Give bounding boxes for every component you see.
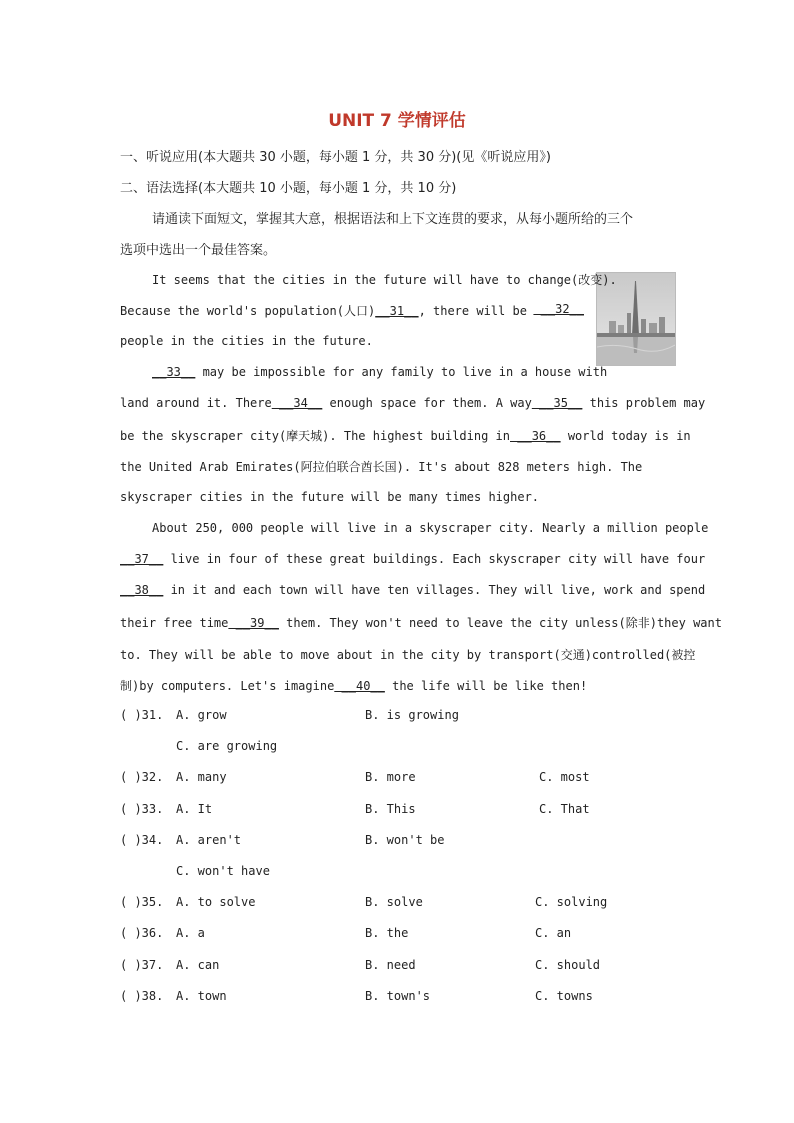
option-c[interactable]: C. solving (535, 895, 608, 909)
section-grammar: 二、语法选择(本大题共 10 小题，每小题 1 分，共 10 分) (120, 181, 457, 196)
option-c[interactable]: C. an (535, 926, 572, 940)
option-c[interactable]: C. are growing (176, 739, 278, 753)
page-title: UNIT 7 学情评估 (328, 111, 466, 131)
blank-40: __40__ (334, 679, 385, 693)
passage-text: , there will be (418, 304, 527, 318)
section-listening: 一、听说应用(本大题共 30 小题，每小题 1 分，共 30 分)(见《听说应用》) (120, 150, 551, 165)
blank-37: __37__ (120, 552, 164, 566)
passage-text: 制)by computers. Let's imagine (120, 679, 335, 693)
option-c[interactable]: C. won't have (176, 864, 270, 878)
option-b[interactable]: B. is growing (365, 708, 459, 722)
question-number[interactable]: ( )35. (120, 895, 164, 909)
option-a[interactable]: A. town (176, 989, 227, 1003)
option-a[interactable]: A. can (176, 958, 220, 972)
blank-33: __33__ (152, 365, 196, 379)
passage-text: be the skyscraper city(摩天城). The highest building in (120, 429, 511, 443)
passage-line-1: It seems that the cities in the future will have to change(改变). (152, 273, 617, 287)
option-b[interactable]: B. solve (365, 895, 423, 909)
passage-line-7: the United Arab Emirates(阿拉伯联合酋长国). It's about 828 meters high. The (120, 460, 643, 474)
option-a[interactable]: A. a (176, 926, 205, 940)
passage-line-10 (120, 552, 705, 566)
option-a[interactable]: A. grow (176, 708, 227, 722)
option-a[interactable]: A. to solve (176, 895, 256, 909)
question-number[interactable]: ( )31. (120, 708, 164, 722)
blank-34: __34__ (271, 396, 323, 410)
instruction-line-1: 请通读下面短文，掌握其大意，根据语法和上下文连贯的要求，从每小题所给的三个 (152, 212, 634, 227)
passage-line-11 (120, 583, 705, 597)
passage-text: Because the world's population(人口) (120, 304, 376, 318)
passage-line-12 (120, 614, 722, 631)
question-number[interactable]: ( )34. (120, 833, 164, 847)
option-b[interactable]: B. won't be (365, 833, 445, 847)
passage-text: enough space for them. A way (322, 396, 532, 410)
blank-36: __36__ (510, 429, 561, 443)
blank-39: __39__ (228, 616, 279, 630)
passage-text: may be impossible for any family to live in a house with (195, 365, 608, 379)
passage-line-8: skyscraper cities in the future will be many times higher. (120, 490, 540, 504)
option-b[interactable]: B. town's (365, 989, 431, 1003)
option-c[interactable]: C. towns (535, 989, 593, 1003)
question-number[interactable]: ( )33. (120, 802, 164, 816)
passage-text: land around it. There (120, 396, 272, 410)
passage-text: in it and each town will have ten villages. They will live, work and spend (163, 583, 706, 597)
passage-text: world today is in (560, 429, 691, 443)
blank-38: __38__ (120, 583, 164, 597)
option-b[interactable]: B. the (365, 926, 409, 940)
option-a[interactable]: A. many (176, 770, 227, 784)
passage-line-9: About 250, 000 people will live in a skyscraper city. Nearly a million people (152, 521, 709, 535)
question-number[interactable]: ( )38. (120, 989, 164, 1003)
passage-line-14 (120, 677, 587, 694)
passage-line-5 (120, 396, 705, 410)
passage-text: the life will be like then! (384, 679, 588, 693)
option-c[interactable]: C. That (539, 802, 590, 816)
instruction-line-2: 选项中选出一个最佳答案。 (120, 243, 277, 258)
question-number[interactable]: ( )32. (120, 770, 164, 784)
passage-line-2 (120, 302, 584, 319)
passage-text: their free time (120, 616, 229, 630)
option-b[interactable]: B. This (365, 802, 416, 816)
option-b[interactable]: B. more (365, 770, 416, 784)
passage-text: them. They won't need to leave the city unless(除非)they want (278, 616, 722, 630)
passage-text: live in four of these great buildings. Each skyscraper city will have four (163, 552, 706, 566)
option-a[interactable]: A. It (176, 802, 213, 816)
passage-line-13: to. They will be able to move about in the city by transport(交通)controlled(被控 (120, 648, 696, 662)
option-c[interactable]: C. should (535, 958, 601, 972)
blank-31: __31__ (375, 304, 419, 318)
passage-line-6 (120, 427, 691, 444)
question-number[interactable]: ( )37. (120, 958, 164, 972)
option-c[interactable]: C. most (539, 770, 590, 784)
passage-text: this problem may (582, 396, 706, 410)
option-a[interactable]: A. aren't (176, 833, 242, 847)
question-number[interactable]: ( )36. (120, 926, 164, 940)
option-b[interactable]: B. need (365, 958, 416, 972)
blank-32: __32__ (533, 302, 584, 316)
passage-line-3: people in the cities in the future. (120, 334, 373, 348)
blank-35: __35__ (531, 396, 583, 410)
passage-line-4 (152, 365, 607, 379)
